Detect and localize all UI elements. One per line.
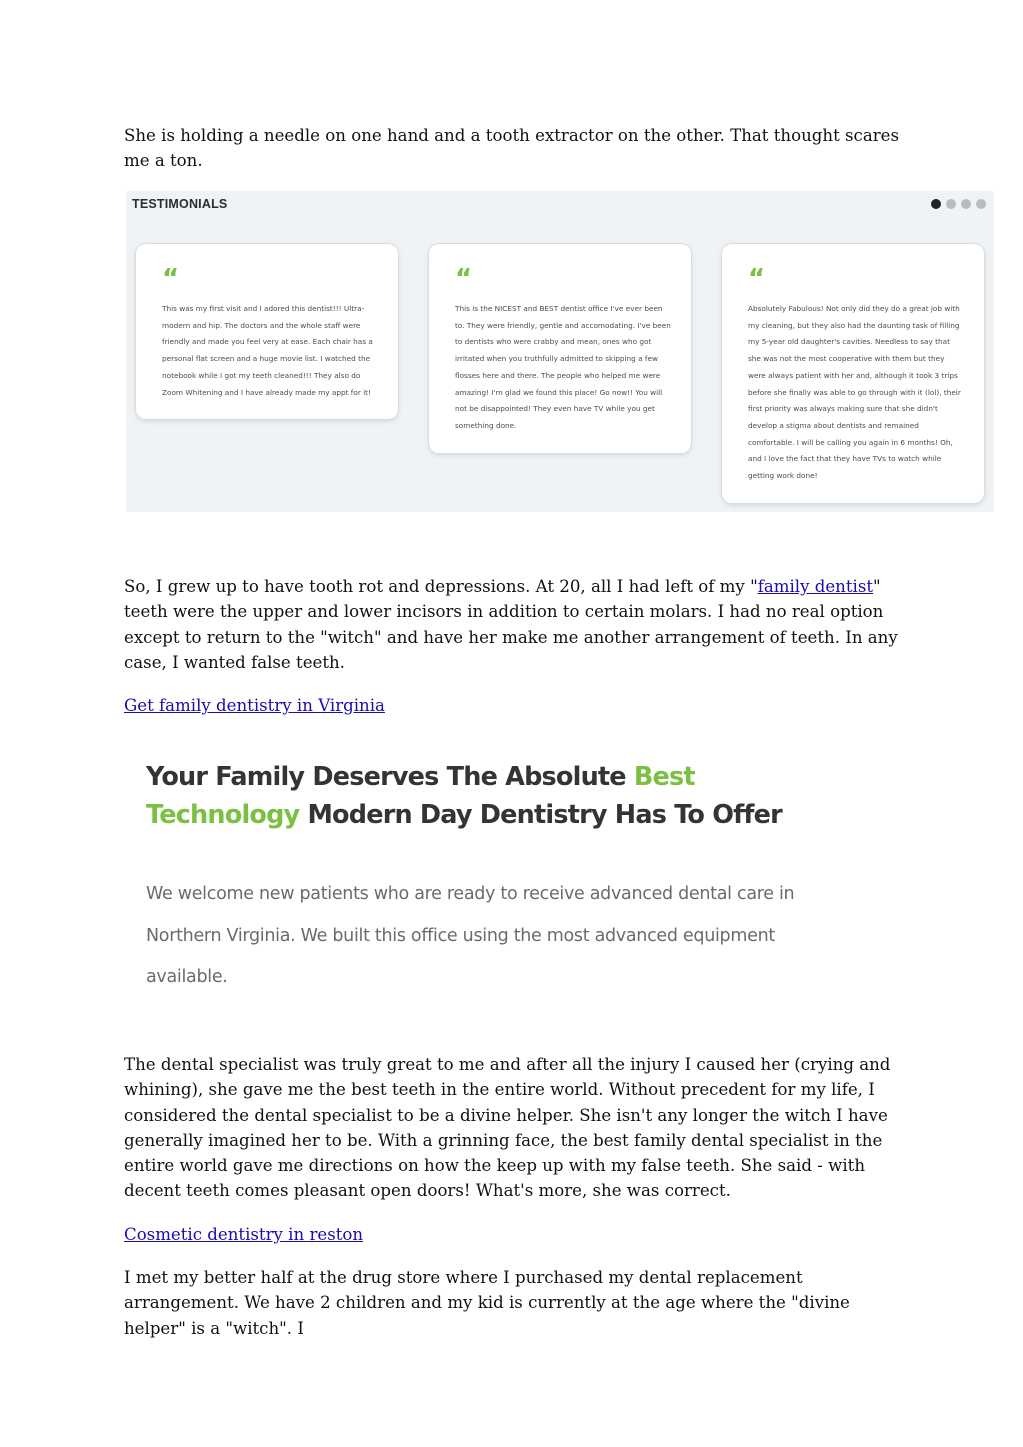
hero-heading-part2: Modern Day Dentistry Has To Offer <box>299 800 782 830</box>
pager-dot-2[interactable] <box>946 199 956 209</box>
hero-heading-part1: Your Family Deserves The Absolute <box>146 762 634 792</box>
quote-icon: “ <box>455 264 471 294</box>
quote-icon: “ <box>748 264 764 294</box>
carousel-pager <box>931 199 986 209</box>
paragraph-divine-helper: The dental specialist was truly great to me and after all the injury I caused her (crying and whining), she gave me the best teeth in the entire world. Without precedent for my life, I considered the dental specialist to be a divine helper. She isn't any longer the witch I have generally imagined her to be. With a grinning face, the best family dental specialist in the entire world gave me directions on how the keep up with my false teeth. She said - with decent teeth comes pleasant open doors! What's more, she was correct. <box>124 1055 891 1201</box>
intro-paragraph: She is holding a needle on one hand and a tooth extractor on the other. That thought scares me a ton. <box>124 126 899 171</box>
hero-body: We welcome new patients who are ready to receive advanced dental care in Northern Virginia. We built this office using the most advanced equipment available. <box>146 884 795 987</box>
paragraph-better-half: I met my better half at the drug store where I purchased my dental replacement arrangement. We have 2 children and my kid is currently at the age where the "divine helper" is a "witch". I <box>124 1268 850 1338</box>
family-dentistry-virginia-link[interactable]: Get family dentistry in Virginia <box>124 696 385 715</box>
testimonial-card <box>722 244 984 503</box>
paragraph-tooth-rot <box>124 574 909 675</box>
testimonial-card <box>429 244 691 453</box>
pager-dot-4[interactable] <box>976 199 986 209</box>
quote-icon: “ <box>162 264 178 294</box>
testimonials-title: TESTIMONIALS <box>132 197 228 211</box>
paragraph-text-start: So, I grew up to have tooth rot and depressions. At 20, all I had left of my " <box>124 577 758 596</box>
paragraph-text-end: " teeth were the upper and lower incisors in addition to certain molars. I had no real option except to return to the "witch" and have her make me another arrangement of teeth. In any case, I wanted false teeth. <box>124 577 898 672</box>
testimonial-card <box>136 244 398 419</box>
testimonials-panel <box>126 191 994 512</box>
hero-section <box>146 758 846 987</box>
testimonial-text: This was my first visit and I adored this dentist!!! Ultra-modern and hip. The doctors and the whole staff were friendly and made you feel very at ease. Each chair has a personal flat screen and a huge movie list. I watched the notebook while I got my teeth cleaned!!! They also do Zoom Whitening and I have already made my appt for it! <box>162 304 373 397</box>
testimonial-text: Absolutely Fabulous! Not only did they do a great job with my cleaning, but they also had the daunting task of filling my 5-year old daughter's cavities. Needless to say that she was not the most cooperative with them but they were always patient with her and, although it took 3 trips before she finally was able to go through with it (lol), their first priority was always making sure that she didn't develop a stigma about dentists and remained comfortable. I will be calling you again in 6 months! Oh, and I love the fact that they have TVs to watch while getting work done! <box>748 304 961 481</box>
pager-dot-3[interactable] <box>961 199 971 209</box>
family-dentist-link[interactable]: family dentist <box>757 577 874 596</box>
testimonial-text: This is the NICEST and BEST dentist office I've ever been to. They were friendly, gentle and accomodating. I've been to dentists who were crabby and mean, ones who got irritated when you truthfully admitted to skipping a few flosses here and there. The people who helped me were amazing! I'm glad we found this place! Go now!! You will not be disappointed! They even have TV while you get something done. <box>455 304 671 430</box>
hero-heading-accent: Best Technology <box>146 762 695 830</box>
pager-dot-1[interactable] <box>931 199 941 209</box>
hero-heading <box>146 758 846 834</box>
cosmetic-dentistry-reston-link[interactable]: Cosmetic dentistry in reston <box>124 1225 364 1244</box>
